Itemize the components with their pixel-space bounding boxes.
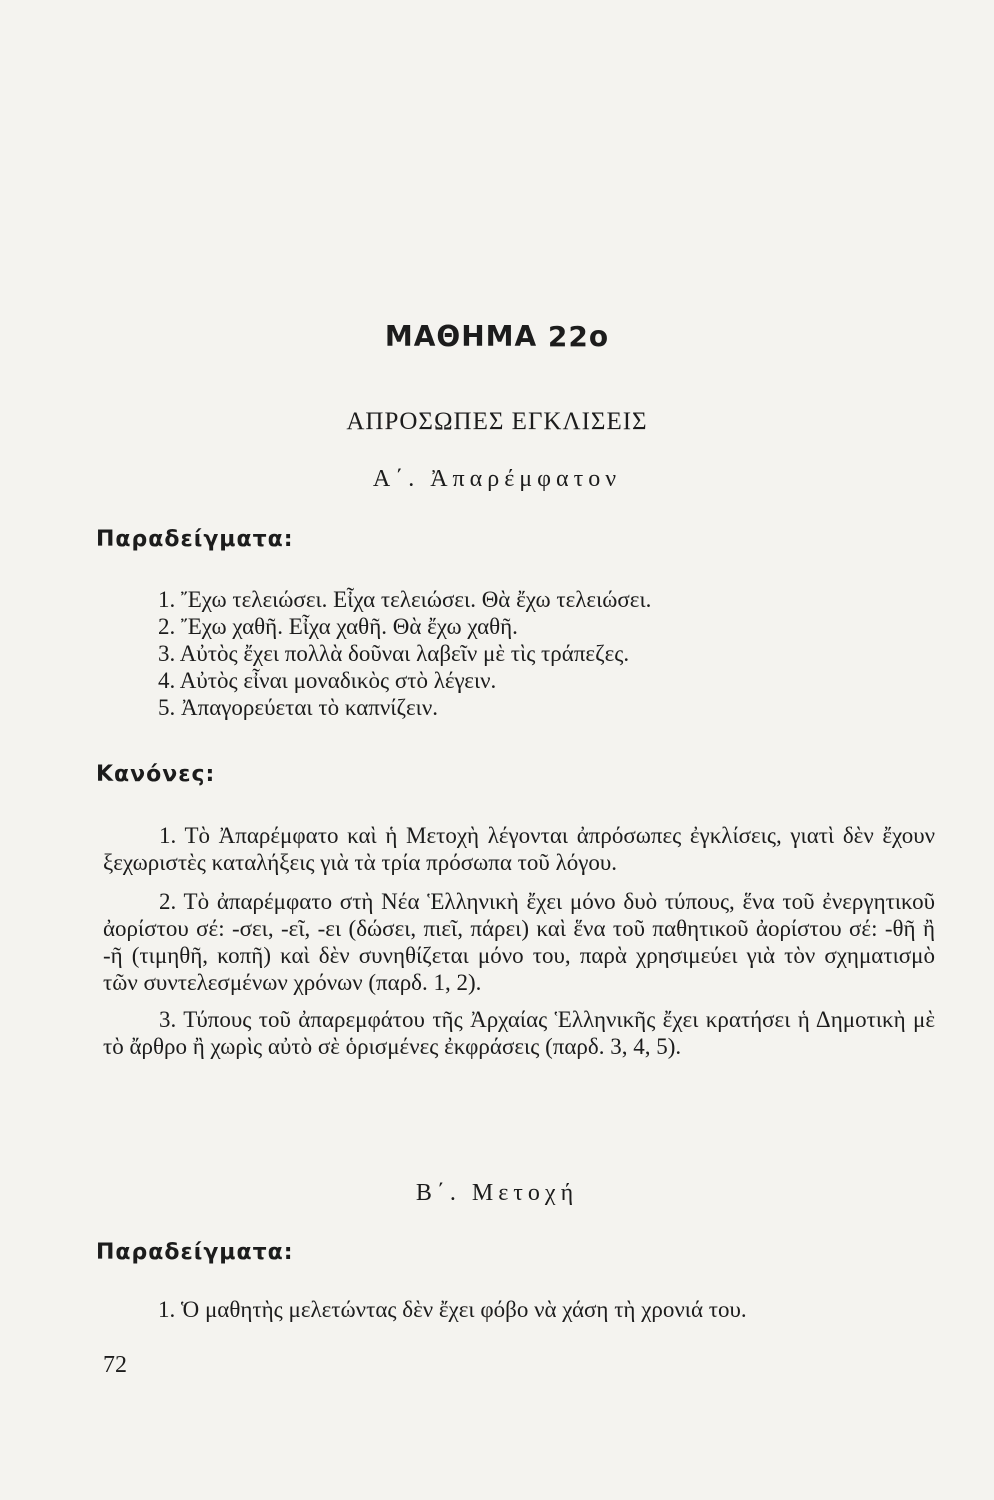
section-b-examples-label: Παραδείγματα:	[96, 1240, 294, 1265]
example-item: 3. Αὐτὸς ἔχει πολλὰ δοῦναι λαβεῖν μὲ τὶς τράπεζες.	[158, 641, 630, 666]
section-b-heading: Β΄. Μετοχή	[415, 1180, 579, 1206]
page-number: 72	[103, 1352, 127, 1378]
example-item: 5. Ἀπαγορεύεται τὸ καπνίζειν.	[158, 695, 438, 720]
rules-label: Κανόνες:	[96, 762, 216, 787]
rule-item: 3. Τύπους τοῦ ἀπαρεμφάτου τῆς Ἀρχαίας Ἑλληνικῆς ἔχει κρατήσει ἡ Δημοτικὴ μὲ τὸ ἄρθρο ἢ χωρὶς αὐτὸ σὲ ὁρισμένες ἐκφράσεις (παρδ. 3, 4, 5).	[103, 1007, 935, 1059]
section-b-examples	[158, 1296, 747, 1323]
rules-list	[103, 822, 935, 1060]
chapter-title: ΑΠΡΟΣΩΠΕΣ ΕΓΚΛΙΣΕΙΣ	[346, 408, 648, 435]
example-item: 2. Ἔχω χαθῆ. Εἶχα χαθῆ. Θὰ ἔχω χαθῆ.	[158, 614, 518, 639]
section-a-examples-label: Παραδείγματα:	[96, 527, 294, 552]
lesson-title: ΜΑΘΗΜΑ 22ο	[384, 320, 610, 353]
example-item: 4. Αὐτὸς εἶναι μοναδικὸς στὸ λέγειν.	[158, 668, 497, 693]
example-item: 1. Ἔχω τελειώσει. Εἶχα τελειώσει. Θὰ ἔχω τελειώσει.	[158, 587, 652, 612]
section-a-examples	[158, 586, 651, 721]
section-a-heading: Α΄. Ἀπαρέμφατον	[372, 466, 622, 492]
example-item: 1. Ὁ μαθητὴς μελετώντας δὲν ἔχει φόβο νὰ χάση τὴ χρονιά του.	[158, 1297, 747, 1322]
rule-item: 1. Τὸ Ἀπαρέμφατο καὶ ἡ Μετοχὴ λέγονται ἀπρόσωπες ἐγκλίσεις, γιατὶ δὲν ἔχουν ξεχωριστὲς καταλήξεις γιὰ τὰ τρία πρόσωπα τοῦ λόγου.	[103, 823, 935, 875]
rule-item: 2. Τὸ ἀπαρέμφατο στὴ Νέα Ἑλληνικὴ ἔχει μόνο δυὸ τύπους, ἕνα τοῦ ἐνεργητικοῦ ἀορίστου σέ: -σει, -εῖ, -ει (δώσει, πιεῖ, πάρει) καὶ ἕνα τοῦ παθητικοῦ ἀορίστου σέ: -θῆ ἢ -ῆ (τιμηθῆ, κοπῆ) καὶ δὲν συνηθίζεται μόνο του, παρὰ χρησιμεύει γιὰ τὸν σχηματισμὸ τῶν συντελεσμένων χρόνων (παρδ. 1, 2).	[103, 889, 935, 995]
